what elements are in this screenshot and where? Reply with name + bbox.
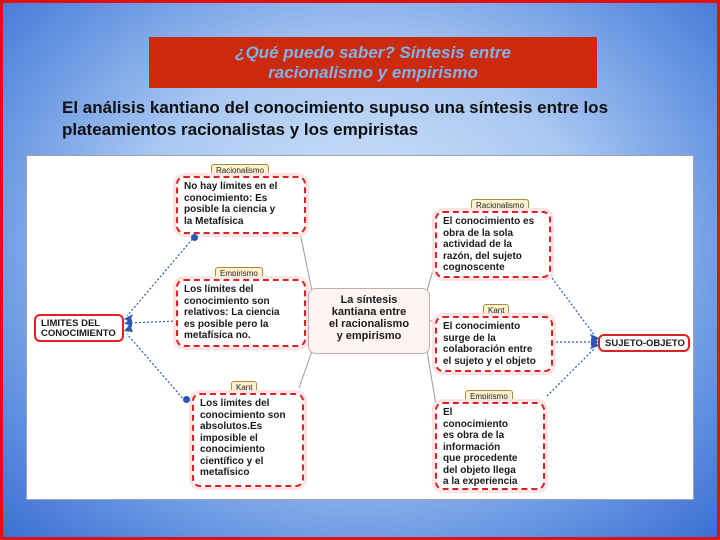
node-text-line: la Metafísica: [184, 215, 244, 227]
outer-node-limites: [34, 314, 124, 342]
center-node: [308, 288, 430, 354]
node-text-line: imposible el: [200, 432, 258, 444]
connector-line: [299, 351, 312, 388]
node-racionalismo-sujeto: [435, 211, 551, 278]
node-text-line: El conocimiento: [443, 321, 521, 332]
outer-text-line: SUJETO-OBJETO: [605, 338, 685, 349]
node-text-line: a la experiencia: [443, 476, 518, 487]
node-text-line: conocimiento: [200, 444, 266, 455]
node-text-line: conocimiento son: [184, 295, 270, 307]
node-text-line: El: [443, 407, 453, 418]
connector-dot: [183, 396, 190, 403]
arrow-line: [127, 334, 185, 401]
node-tag: Racionalismo: [211, 164, 269, 178]
slide-title: [149, 37, 597, 88]
slide-subtitle: [62, 97, 682, 141]
node-text-line: El conocimiento es: [443, 216, 535, 227]
node-tag: Empirismo: [215, 267, 263, 281]
outer-text-line: LIMITES DEL: [41, 318, 101, 329]
node-text-line: cognoscente: [443, 262, 505, 273]
connector-dot: [191, 234, 198, 241]
title-line: racionalismo y empirismo: [268, 62, 478, 82]
node-text-line: relativos: La ciencia: [184, 307, 280, 318]
node-text-line: colaboración entre: [443, 344, 533, 355]
arrow-line: [552, 278, 595, 336]
node-text-line: razón, del sujeto: [443, 250, 522, 262]
node-text-line: absolutos.Es: [200, 421, 263, 432]
node-text-line: Los límites del: [200, 398, 270, 409]
node-kant-sujeto: [435, 316, 553, 372]
node-tag: Kant: [231, 381, 257, 395]
node-text-line: metafísico: [200, 467, 250, 478]
concept-map: [26, 155, 694, 500]
arrow-line: [547, 348, 595, 396]
center-text-line: y empirismo: [336, 330, 402, 342]
node-text-line: conocimiento: [443, 418, 509, 430]
node-text-line: metafísica no.: [184, 330, 251, 341]
node-text-line: conocimiento: Es: [184, 192, 268, 204]
outer-node-sujeto-objeto: [598, 334, 690, 352]
node-text-line: información: [443, 441, 501, 453]
node-empirismo-sujeto: [435, 402, 545, 490]
outer-text-line: CONOCIMIENTO: [41, 328, 116, 339]
node-tag: Kant: [483, 304, 509, 318]
node-racionalismo-limites: [176, 176, 306, 234]
node-text-line: Los límites del: [184, 284, 254, 295]
node-text-line: No hay límites en el: [184, 181, 278, 192]
center-text-line: La síntesis: [340, 294, 398, 306]
node-text-line: del objeto llega: [443, 464, 516, 476]
node-text-line: que procedente: [443, 453, 518, 464]
node-tag: Empirismo: [465, 390, 513, 404]
node-text-line: es obra de la: [443, 430, 505, 441]
node-tag: Racionalismo: [471, 199, 529, 213]
subtitle-line: El análisis kantiano del conocimiento supuso una síntesis entre los: [62, 98, 609, 117]
title-line: ¿Qué puedo saber? Síntesis entre: [235, 42, 511, 62]
center-text-line: el racionalismo: [328, 318, 410, 330]
node-empirismo-limites: [176, 279, 306, 347]
center-text-line: kantiana entre: [331, 306, 407, 318]
node-text-line: conocimiento son: [200, 409, 286, 421]
node-kant-limites: [192, 393, 304, 487]
node-text-line: obra de la sola: [443, 227, 514, 239]
arrow-line: [129, 321, 177, 323]
node-text-line: el sujeto y el objeto: [443, 355, 536, 367]
subtitle-line: plateamientos racionalistas y los empiristas: [62, 120, 419, 139]
node-text-line: es posible pero la: [184, 318, 269, 330]
node-text-line: surge de la: [443, 332, 496, 344]
node-text-line: posible la ciencia y: [184, 204, 276, 215]
node-text-line: científico y el: [200, 455, 264, 467]
node-text-line: actividad de la: [443, 239, 512, 250]
